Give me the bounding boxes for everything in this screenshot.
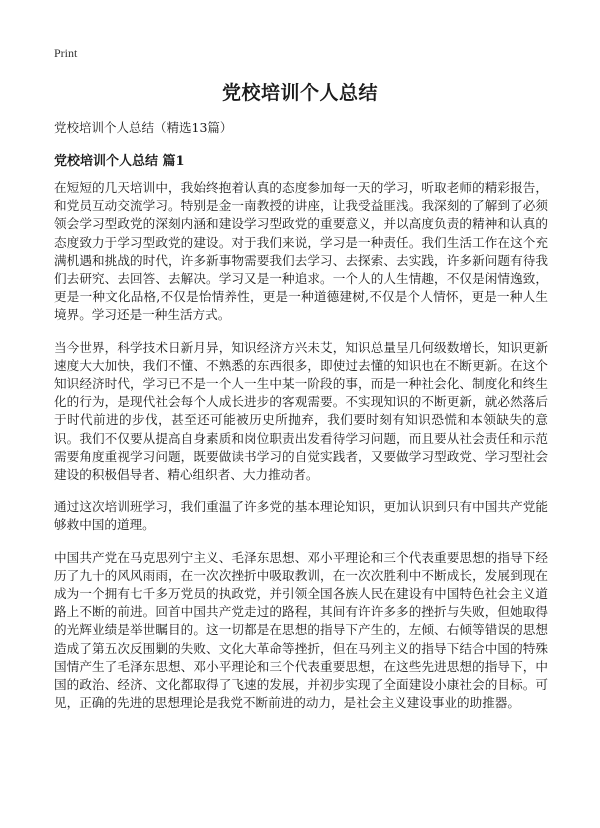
paragraph: 中国共产党在马克思列宁主义、毛泽东思想、邓小平理论和三个代表重要思想的指导下经历了九十的风风雨雨，在一次次挫折中吸取教训，在一次次胜利中不断成长，发展到现在成为一个拥有七千多万党员的执政党，并引领全国各族人民在建设有中国特色社会主义道路上不断的前进。回首中国共产党走过的路程，其间有许许多多的挫折与失败，但她取得的光辉业绩是举世瞩目的。这一切都是在思想的指导下产生的，左倾、右倾等错误的思想造成了第五次反围剿的失败、文化大革命等挫折，但在马列主义的指导下结合中国的特殊国情产生了毛泽东思想、邓小平理论和三个代表重要思想，在这些先进思想的指导下，中国的政治、经济、文化都取得了飞速的发展，并初步实现了全面建设小康社会的目标。可见，正确的先进的思想理论是我党不断前进的动力，是社会主义建设事业的助推器。: [54, 549, 548, 711]
document-subtitle: 党校培训个人总结（精选13篇）: [54, 120, 233, 135]
page-title: 党校培训个人总结: [221, 82, 378, 104]
paragraph: 通过这次培训班学习，我们重温了许多党的基本理论知识，更加认识到只有中国共产党能够救中国的道理。: [54, 499, 548, 533]
article-body: [54, 179, 548, 726]
section-heading: 党校培训个人总结 篇1: [54, 154, 185, 169]
paragraph: 在短短的几天培训中，我始终抱着认真的态度参加每一天的学习，听取老师的精彩报告，和党员互动交流学习。特别是金一南教授的讲座，让我受益匪浅。我深刻的了解到了必须领会学习型政党的深刻内涵和建设学习型政党的重要意义，并以高度负责的精神和认真的态度致力于学习型政党的建设。对于我们来说，学习是一种责任。我们生活工作在这个充满机遇和挑战的时代，许多新事物需要我们去学习、去探索、去实践，许多新问题有待我们去研究、去回答、去解决。学习又是一种追求。一个人的人生情趣，不仅是闲情逸致，更是一种文化品格,不仅是怡情养性，更是一种道德建树,不仅是个人情怀，更是一种人生境界。学习还是一种生活方式。: [54, 180, 548, 323]
paragraph: 当今世界，科学技术日新月异，知识经济方兴未艾，知识总量呈几何级数增长，知识更新速度大大加快，我们不懂、不熟悉的东西很多，即使过去懂的知识也在不断更新。在这个知识经济时代，学习已不是一个人一生中某一阶段的事，而是一种社会化、制度化和终生化的行为，是现代社会每个人成长进步的客观需要。不实现知识的不断更新，就必然落后于时代前进的步伐，甚至还可能被历史所抛弃，我们要时刻有知识恐慌和本领缺失的意识。我们不仅要从提高自身素质和岗位职责出发看待学习问题，而且要从社会责任和示范需要角度重视学习问题，既要做读书学习的自觉实践者，又要做学习型政党、学习型社会建设的积极倡导者、精心组织者、大力推动者。: [54, 339, 548, 483]
print-link[interactable]: Print: [54, 46, 78, 60]
